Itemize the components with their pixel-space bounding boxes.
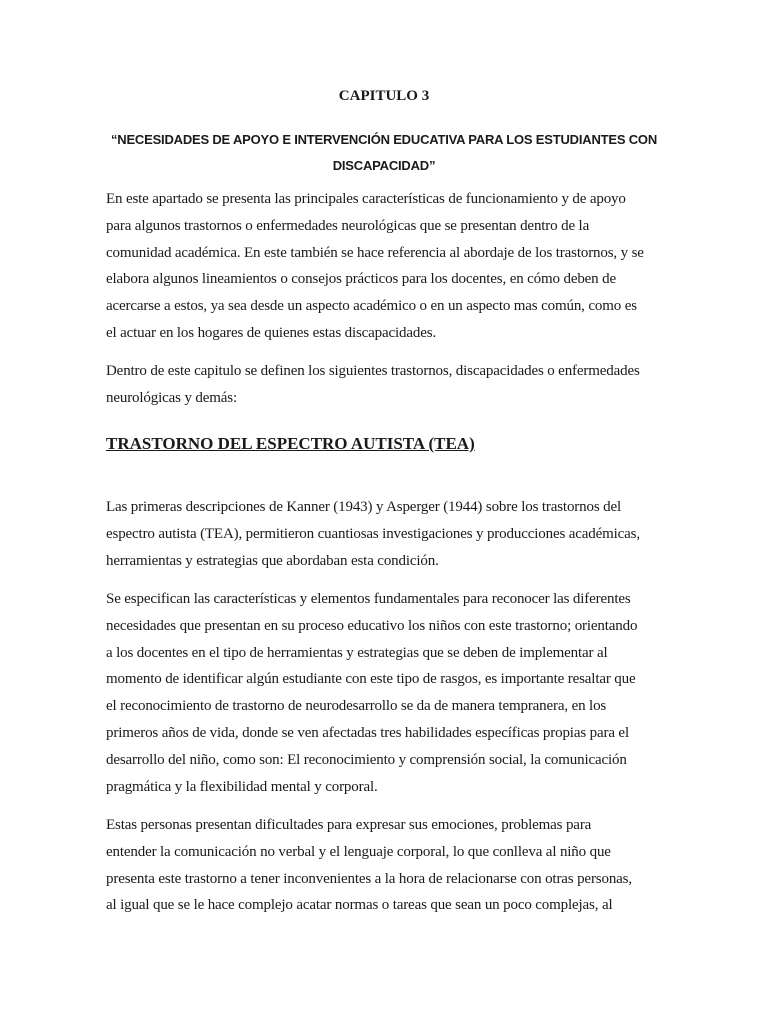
text-line: el actuar en los hogares de quienes estas discapacidades. [106, 324, 437, 341]
intro-paragraph [106, 186, 666, 347]
text-line: a los docentes en el tipo de herramientas y estrategias que se deben de implementar al [106, 644, 608, 661]
text-line: neurológicas y demás: [106, 389, 237, 406]
text-line: entender la comunicación no verbal y el lenguaje corporal, lo que conlleva al niño que [106, 843, 611, 860]
text-line: necesidades que presentan en su proceso educativo los niños con este trastorno; orientando [106, 617, 638, 634]
text-line: elabora algunos lineamientos o consejos prácticos para los docentes, en cómo deben de [106, 271, 616, 288]
text-line: Se especifican las características y elementos fundamentales para reconocer las diferentes [106, 591, 631, 607]
text-line: desarrollo del niño, como son: El reconocimiento y comprensión social, la comunicación [106, 751, 627, 768]
text-line: presenta este trastorno a tener inconvenientes a la hora de relacionarse con otras personas, [106, 870, 632, 887]
text-line: espectro autista (TEA), permitieron cuantiosas investigaciones y producciones académicas, [106, 525, 640, 542]
text-line: acercarse a estos, ya sea desde un aspecto académico o en un aspecto mas común, como es [106, 298, 637, 315]
text-line: al igual que se le hace complejo acatar normas o tareas que sean un poco complejas, al [106, 897, 613, 914]
text-line: pragmática y la flexibilidad mental y corporal. [106, 778, 378, 795]
tea-history-paragraph [106, 494, 666, 574]
text-line: comunidad académica. En este también se hace referencia al abordaje de los trastornos, y se [106, 244, 644, 261]
tea-characteristics-paragraph [106, 586, 666, 800]
text-line: el reconocimiento de trastorno de neurodesarrollo se da de manera tempranera, en los [106, 698, 607, 715]
text-line: primeros años de vida, donde se ven afectadas tres habilidades específicas propias para el [106, 724, 629, 741]
subtitle-line: DISCAPACIDAD” [332, 158, 436, 173]
text-line: En este apartado se presenta las principales características de funcionamiento y de apoyo [106, 191, 626, 207]
text-line: herramientas y estrategias que abordaban esta condición. [106, 552, 439, 569]
tea-difficulties-paragraph [106, 812, 666, 919]
text-line: Las primeras descripciones de Kanner (1943) y Asperger (1944) sobre los trastornos del [106, 499, 622, 515]
subtitle-line: “NECESIDADES DE APOYO E INTERVENCIÓN EDUCATIVA PARA LOS ESTUDIANTES CON [110, 132, 658, 147]
text-line: Dentro de este capitulo se definen los siguientes trastornos, discapacidades o enfermedades [106, 363, 640, 379]
chapter-subtitle [106, 127, 662, 179]
list-intro-paragraph [106, 358, 666, 412]
text-line: Estas personas presentan dificultades para expresar sus emociones, problemas para [106, 817, 592, 833]
text-line: momento de identificar algún estudiante con este tipo de rasgos, es importante resaltar que [106, 671, 636, 688]
chapter-title: CAPITULO 3 [338, 88, 430, 104]
text-line: para algunos trastornos o enfermedades neurológicas que se presentan dentro de la [106, 217, 590, 234]
section-heading: TRASTORNO DEL ESPECTRO AUTISTA (TEA) [106, 434, 475, 453]
